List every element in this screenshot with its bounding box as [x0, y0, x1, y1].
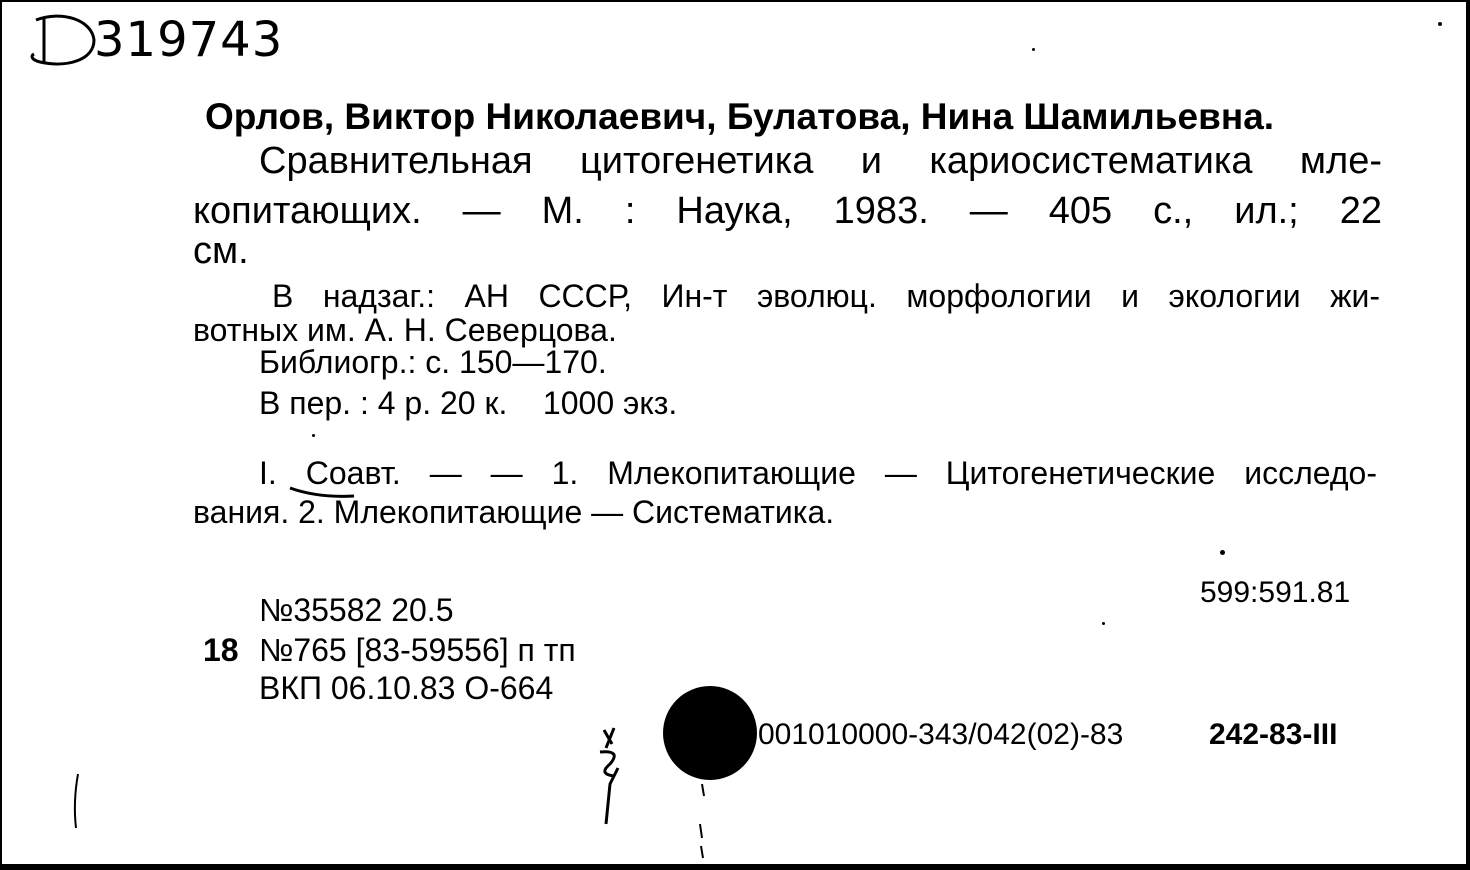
handwritten-mark [592, 724, 632, 829]
record-prefix: 18 [203, 632, 239, 668]
ink-speck [1032, 48, 1035, 51]
note-line-1: В надзаг.: АН СССР, Ин-т эволюц. морфологии и экологии жи- [272, 278, 1380, 314]
punch-hole [663, 686, 757, 780]
record-line-1: №35582 20.5 [259, 592, 454, 628]
title-line-2: копитающих. — М. : Наука, 1983. — 405 с., ил.; 22 [193, 190, 1382, 232]
title-line-3: см. [193, 230, 249, 272]
title-line-1: Сравнительная цитогенетика и кариосистематика мле- [259, 140, 1382, 182]
ink-speck [312, 434, 315, 437]
handwritten-d-mark [22, 10, 102, 70]
small-ink-marks [692, 782, 712, 862]
subject-line-1: I. Соавт. — — 1. Млекопитающие — Цитогенетические исследо- [259, 455, 1377, 491]
subject-line-2: вания. 2. Млекопитающие — Систематика. [193, 494, 835, 530]
price-note: В пер. : 4 р. 20 к. 1000 экз. [259, 385, 678, 421]
pencil-stroke [70, 772, 84, 832]
ink-speck [1102, 622, 1105, 625]
catalog-code: 242-83-III [1209, 718, 1338, 751]
bibliography-note: Библиогр.: с. 150—170. [259, 344, 607, 380]
ink-speck [1220, 550, 1225, 555]
authors-heading: Орлов, Виктор Николаевич, Булатова, Нина Шамильевна. [205, 96, 1275, 137]
record-line-2: №765 [83-59556] п тп [259, 632, 576, 668]
ink-speck [1438, 22, 1442, 26]
classification-index: 599:591.81 [1200, 576, 1351, 609]
call-number: 319743 [94, 12, 284, 68]
pen-stroke-mark [288, 484, 358, 504]
record-line-3: ВКП 06.10.83 О-664 [259, 670, 554, 706]
note-line-2: вотных им. А. Н. Северцова. [193, 312, 617, 348]
isbn-code: 001010000-343/042(02)-83 [758, 718, 1124, 751]
